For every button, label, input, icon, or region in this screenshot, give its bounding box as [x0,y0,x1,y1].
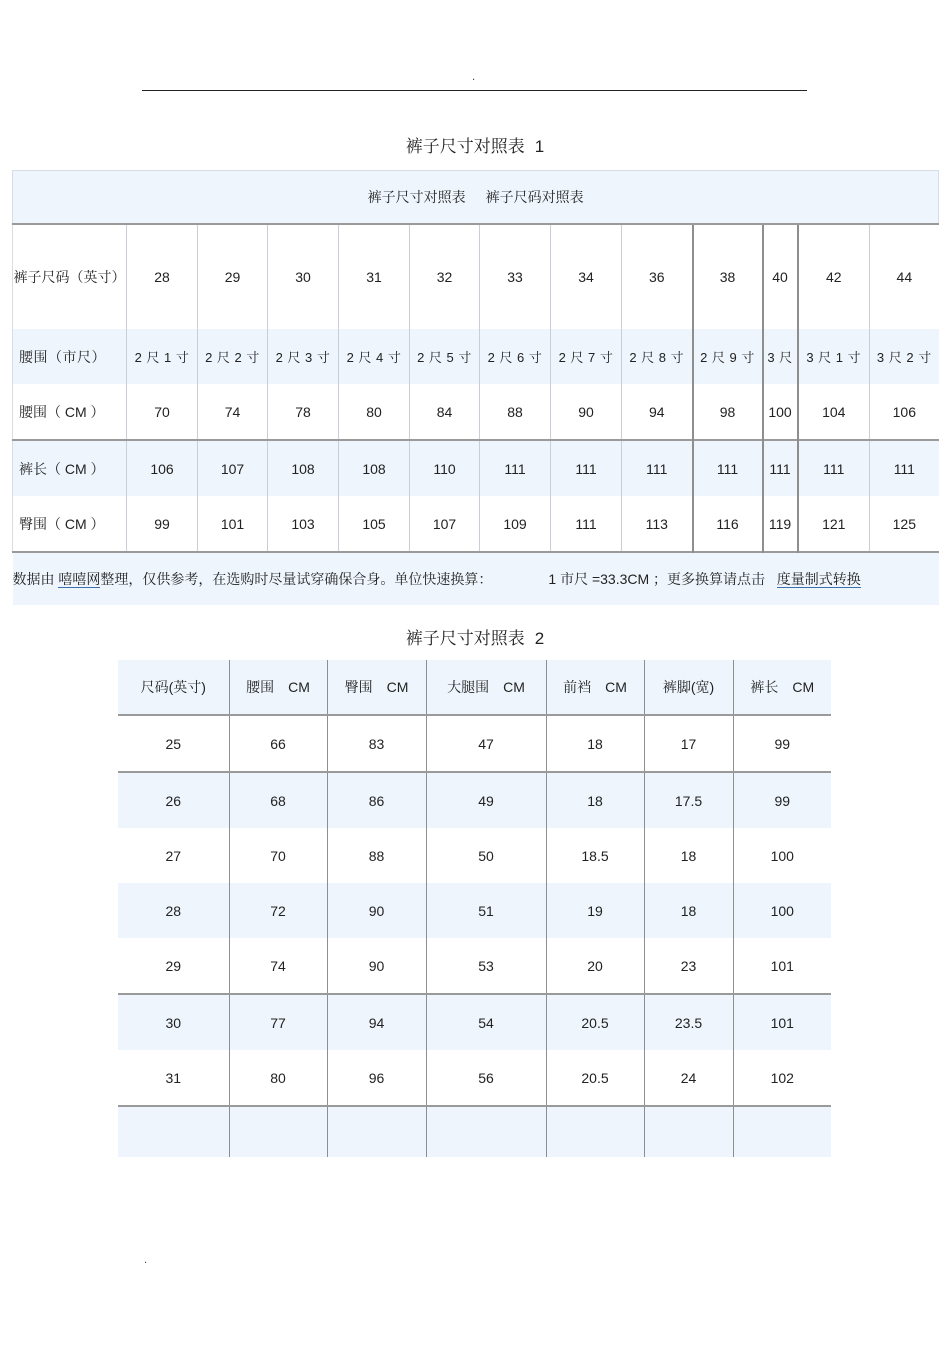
table2-row [118,772,831,828]
table1-note [13,552,939,605]
value-cell: 101 [198,496,268,552]
value-cell: 99 [127,496,198,552]
size-cell: 42 [798,224,870,329]
pants-size-table-2 [118,660,831,1157]
table2-row [118,994,831,1050]
value-cell: 78 [268,384,339,440]
row-label: 裤长（ CM ） [13,440,127,496]
table-cell: 94 [327,994,426,1050]
table-cell: 19 [546,883,644,938]
table-cell: 30 [118,994,229,1050]
table2-title-text: 裤子尺寸对照表 [405,629,525,649]
table-cell: 99 [733,715,831,772]
note-conversion: 1 市尺 =33.3CM ；更多换算请点击 [548,571,766,587]
value-cell: 2 尺 4 寸 [339,329,410,384]
value-cell: 109 [480,496,551,552]
value-cell: 108 [268,440,339,496]
table1-caption-row [13,171,939,225]
table-cell: 54 [426,994,546,1050]
value-cell: 3 尺 1 寸 [798,329,870,384]
value-cell: 2 尺 1 寸 [127,329,198,384]
value-cell: 116 [693,496,763,552]
column-header: 腰围 CM [229,660,327,715]
value-cell: 88 [480,384,551,440]
table-cell: 68 [229,772,327,828]
size-cell: 38 [693,224,763,329]
value-cell: 111 [551,496,622,552]
table2-row [118,828,831,883]
row-label: 臀围（ CM ） [13,496,127,552]
value-cell: 2 尺 9 寸 [693,329,763,384]
value-cell: 94 [622,384,693,440]
table-cell: 23 [644,938,733,994]
table-cell: 29 [118,938,229,994]
table-cell: 51 [426,883,546,938]
value-cell: 70 [127,384,198,440]
table-cell: 86 [327,772,426,828]
table1-size-row [13,224,939,329]
column-header: 裤脚(宽) [644,660,733,715]
value-cell: 111 [798,440,870,496]
value-cell: 104 [798,384,870,440]
table-cell: 23.5 [644,994,733,1050]
value-cell: 111 [763,440,798,496]
value-cell: 80 [339,384,410,440]
size-cell: 36 [622,224,693,329]
empty-cell [327,1106,426,1157]
table2-title-number: 2 [534,629,545,648]
header-rule [142,90,807,91]
table1-title-number: 1 [534,137,545,156]
table-cell: 102 [733,1050,831,1106]
row-label: 腰围（ CM ） [13,384,127,440]
empty-cell [229,1106,327,1157]
value-cell: 98 [693,384,763,440]
value-cell: 2 尺 2 寸 [198,329,268,384]
table-cell: 100 [733,828,831,883]
value-cell: 84 [410,384,480,440]
pants-size-table-1 [12,170,939,605]
table-cell: 70 [229,828,327,883]
table1-title [0,132,950,157]
table1-title-text: 裤子尺寸对照表 [405,137,525,157]
size-cell: 29 [198,224,268,329]
table1-caption-a: 裤子尺寸对照表 [367,189,466,205]
table-cell: 27 [118,828,229,883]
table-cell: 80 [229,1050,327,1106]
table-cell: 88 [327,828,426,883]
size-cell: 33 [480,224,551,329]
table2-row [118,883,831,938]
table1-row-length-cm [13,440,939,496]
value-cell: 119 [763,496,798,552]
column-header: 臀围 CM [327,660,426,715]
value-cell: 110 [410,440,480,496]
size-cell: 28 [127,224,198,329]
value-cell: 2 尺 8 寸 [622,329,693,384]
size-cell: 31 [339,224,410,329]
value-cell: 74 [198,384,268,440]
empty-cell [733,1106,831,1157]
value-cell: 2 尺 5 寸 [410,329,480,384]
table2-header-row [118,660,831,715]
empty-cell [644,1106,733,1157]
value-cell: 121 [798,496,870,552]
table-cell: 72 [229,883,327,938]
table-cell: 83 [327,715,426,772]
table-cell: 25 [118,715,229,772]
table-cell: 96 [327,1050,426,1106]
size-cell: 34 [551,224,622,329]
table-cell: 26 [118,772,229,828]
column-header: 裤长 CM [733,660,831,715]
table-cell: 99 [733,772,831,828]
table1-caption-b: 裤子尺码对照表 [485,189,584,205]
value-cell: 107 [410,496,480,552]
value-cell: 107 [198,440,268,496]
table-cell: 28 [118,883,229,938]
column-header: 前裆 CM [546,660,644,715]
size-cell: 40 [763,224,798,329]
table-cell: 20.5 [546,1050,644,1106]
value-cell: 2 尺 6 寸 [480,329,551,384]
table-cell: 20.5 [546,994,644,1050]
table-cell: 20 [546,938,644,994]
value-cell: 106 [127,440,198,496]
table-cell: 31 [118,1050,229,1106]
value-cell: 108 [339,440,410,496]
value-cell: 113 [622,496,693,552]
size-cell: 30 [268,224,339,329]
value-cell: 111 [480,440,551,496]
empty-cell [118,1106,229,1157]
column-header: 尺码(英寸) [118,660,229,715]
table-cell: 18 [644,883,733,938]
table-cell: 100 [733,883,831,938]
value-cell: 3 尺 2 寸 [870,329,939,384]
table-cell: 77 [229,994,327,1050]
note-middle: 整理，仅供参考，在选购时尽量试穿确保合身。单位快速换算： [100,571,493,587]
table-cell: 56 [426,1050,546,1106]
column-header: 大腿围 CM [426,660,546,715]
empty-cell [546,1106,644,1157]
value-cell: 100 [763,384,798,440]
table-cell: 49 [426,772,546,828]
table-cell: 90 [327,938,426,994]
table-cell: 18 [546,772,644,828]
value-cell: 125 [870,496,939,552]
table2-title [0,624,950,649]
value-cell: 90 [551,384,622,440]
empty-cell [426,1106,546,1157]
page-footer-mark: . [144,1255,148,1266]
table-cell: 101 [733,938,831,994]
table-cell: 66 [229,715,327,772]
table-cell: 74 [229,938,327,994]
value-cell: 2 尺 7 寸 [551,329,622,384]
table-cell: 18.5 [546,828,644,883]
table2-row [118,715,831,772]
table1-row-waist-shichi [13,329,939,384]
note-prefix: 数据由 [12,571,55,587]
table-cell: 90 [327,883,426,938]
size-label: 裤子尺码（英寸） [13,224,127,329]
value-cell: 103 [268,496,339,552]
table-cell: 24 [644,1050,733,1106]
table-cell: 18 [546,715,644,772]
table-cell: 17.5 [644,772,733,828]
value-cell: 3 尺 [763,329,798,384]
table-cell: 17 [644,715,733,772]
table2-empty-row [118,1106,831,1157]
value-cell: 111 [870,440,939,496]
value-cell: 105 [339,496,410,552]
table1-caption [13,171,939,225]
value-cell: 111 [551,440,622,496]
value-cell: 111 [693,440,763,496]
table1-note-row [13,552,939,605]
size-cell: 32 [410,224,480,329]
table-cell: 47 [426,715,546,772]
table-cell: 53 [426,938,546,994]
unit-conversion-link[interactable]: 度量制式转换 [776,571,861,587]
table1-row-hip-cm [13,496,939,552]
page-header-mark: . [472,72,476,83]
value-cell: 2 尺 3 寸 [268,329,339,384]
table-cell: 101 [733,994,831,1050]
table-cell: 50 [426,828,546,883]
row-label: 腰围（市尺） [13,329,127,384]
table-cell: 18 [644,828,733,883]
size-cell: 44 [870,224,939,329]
value-cell: 111 [622,440,693,496]
value-cell: 106 [870,384,939,440]
table2-row [118,938,831,994]
xixi-link[interactable]: 嘻嘻网 [58,571,101,587]
table2-row [118,1050,831,1106]
table1-row-waist-cm [13,384,939,440]
